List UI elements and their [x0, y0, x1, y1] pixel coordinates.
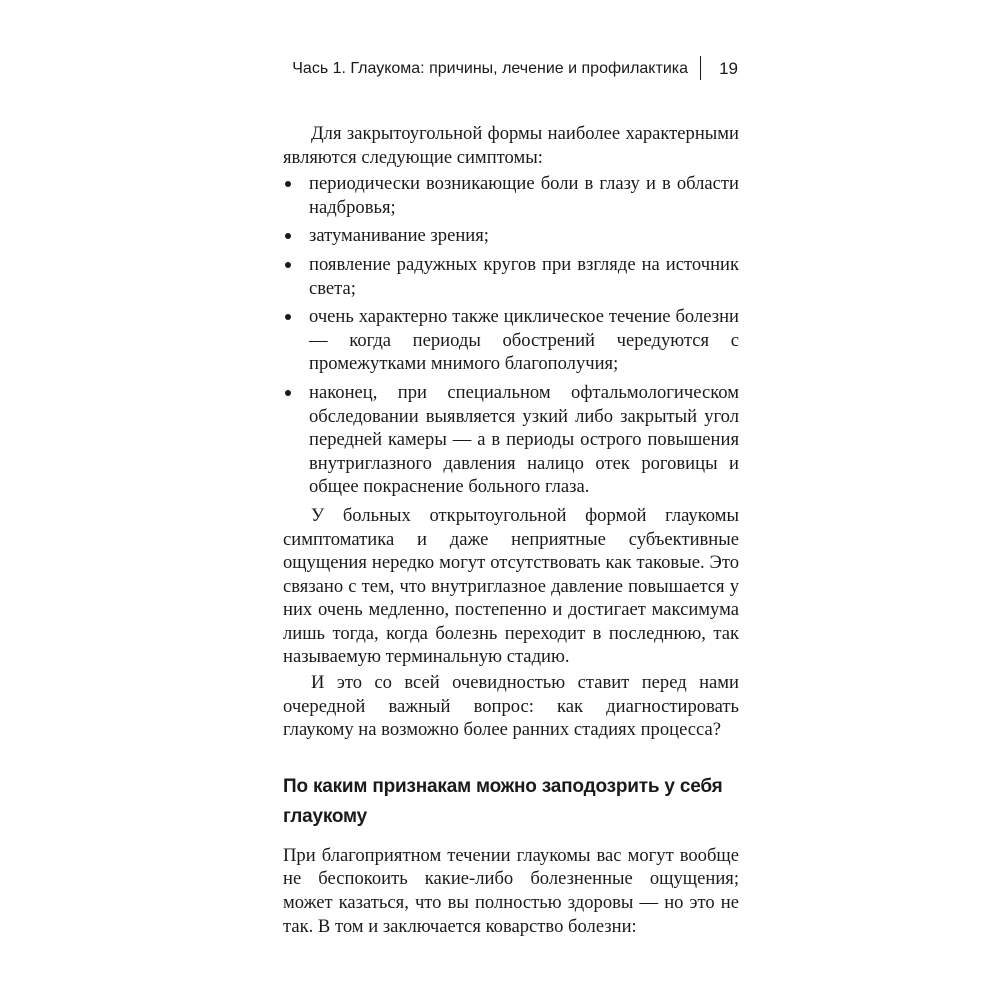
list-item	[283, 305, 739, 376]
list-item-text: очень характерно также циклическое течение болезни — когда периоды обострений чередуются с промежутками мнимого благополучия;	[309, 306, 739, 375]
bullet-icon	[285, 233, 291, 239]
body-text	[283, 122, 739, 938]
list-item-text: наконец, при специальном офтальмологическом обследовании выявляется узкий либо закрытый угол передней камеры — а в периоды острого повышения внутриглазного давления налицо отек роговицы и общее покраснение больного глаза.	[309, 381, 739, 498]
list-item	[283, 172, 739, 219]
list-item	[283, 253, 739, 300]
running-header	[292, 56, 740, 82]
section-heading: По каким признакам можно заподозрить у себя глаукому	[283, 775, 723, 827]
bullet-icon	[285, 262, 291, 268]
intro-paragraph: Для закрытоугольной формы наиболее характерными являются следующие симптомы:	[283, 123, 739, 168]
question-paragraph: И это со всей очевидностью ставит перед нами очередной важный вопрос: как диагностировать глаукому на возможно более ранних стадиях процесса?	[283, 672, 739, 741]
list-item	[283, 381, 739, 499]
list-item-text: затуманивание зрения;	[309, 225, 489, 247]
list-item	[283, 224, 739, 248]
bullet-icon	[285, 390, 291, 396]
open-angle-paragraph: У больных открытоугольной формой глаукомы симптоматика и даже неприятные субъективные ощущения нередко могут отсутствовать как таковые. Это связано с тем, что внутриглазное давление повышается у них очень медленно, постепенно и достигает максимума лишь тогда, когда болезнь переходит в последнюю, так называемую терминальную стадию.	[283, 504, 739, 668]
list-item-text: периодически возникающие боли в глазу и в области надбровья;	[309, 173, 739, 218]
bullet-icon	[285, 314, 291, 320]
symptom-list-wrapper	[283, 172, 739, 499]
symptom-list	[283, 172, 739, 499]
list-item-text: появление радужных кругов при взгляде на источник света;	[309, 253, 739, 299]
header-divider	[700, 56, 701, 80]
section-paragraph: При благоприятном течении глаукомы вас могут вообще не беспокоить какие-либо болезненные ощущения; может казаться, что вы полностью здоровы — но это не так. В том и заключается коварство болезни:	[283, 844, 739, 937]
bullet-icon	[285, 181, 291, 187]
chapter-title: Чась 1. Глаукома: причины, лечение и профилактика	[292, 60, 688, 77]
page-number: 19	[719, 59, 738, 78]
